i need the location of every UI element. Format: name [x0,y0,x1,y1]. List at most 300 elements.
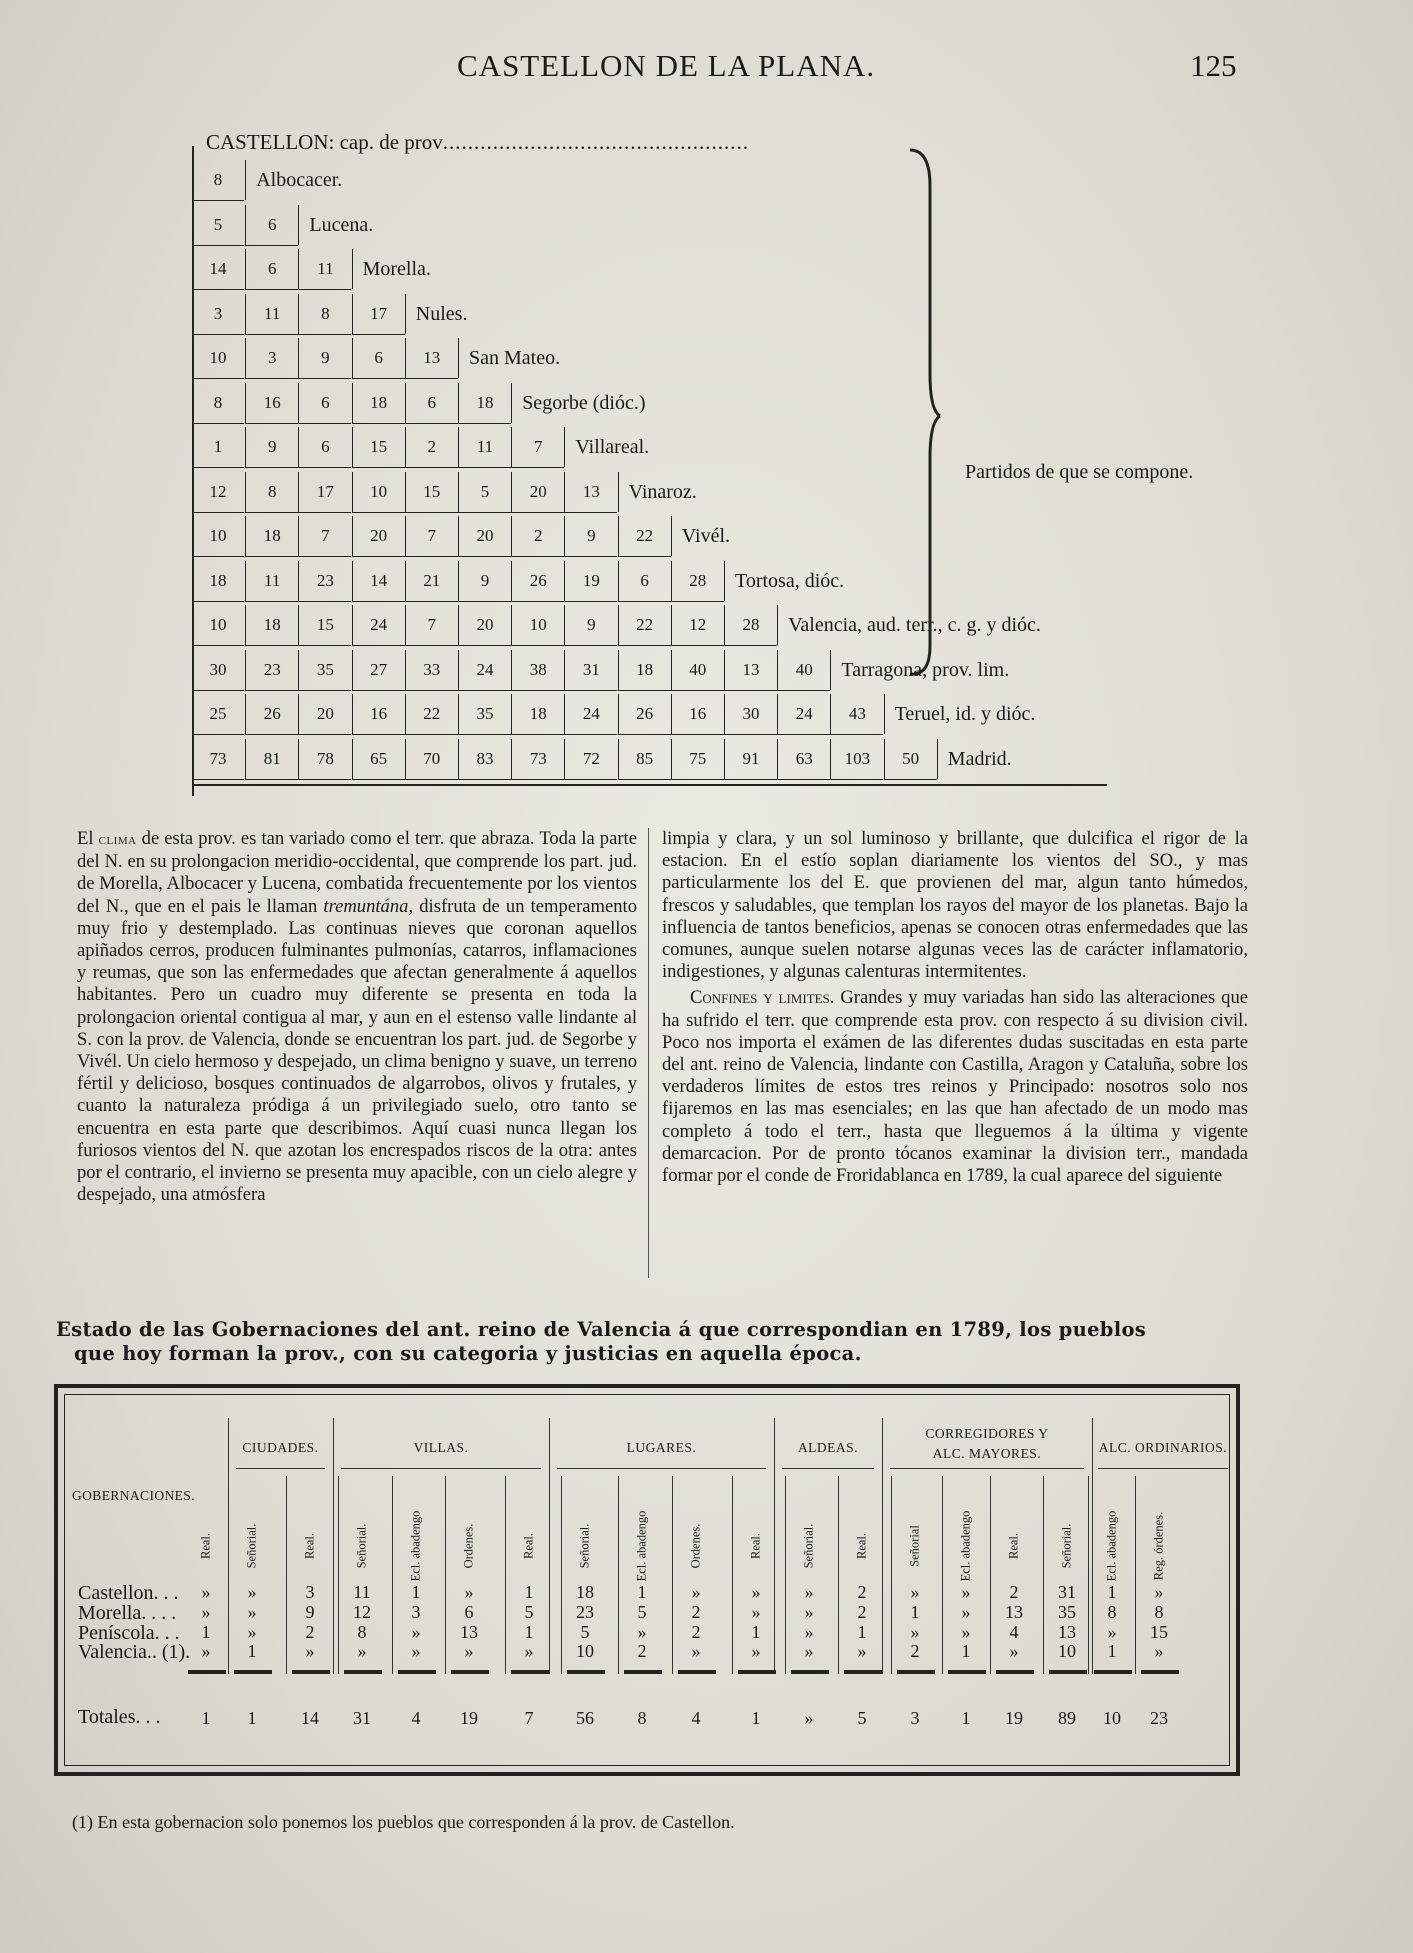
distance-cell: 43 [830,694,883,735]
right-column [662,828,1248,1187]
table-cell: » [637,1622,647,1642]
table-cell: 2 [637,1641,647,1661]
distance-cell: 33 [405,650,458,691]
distance-cell: 16 [245,383,298,424]
table-cell: » [804,1622,814,1642]
distance-cell: 18 [458,383,511,424]
table-cell: » [247,1602,257,1622]
distance-cell: 6 [405,383,458,424]
separator-bar [996,1670,1034,1674]
distance-cell: 7 [405,516,458,557]
separator-bar [292,1670,330,1674]
distance-cell: 24 [777,694,830,735]
column-header-label: Señorial. [1059,1523,1074,1569]
distance-cell: 50 [884,739,937,780]
table-cell: 1 [1107,1641,1117,1661]
table-cell: 2 [1009,1582,1019,1602]
distance-cell: 24 [458,650,511,691]
distance-cell: 14 [352,561,405,602]
distance-cell: 18 [245,516,298,557]
group-rule [341,1468,541,1469]
totals-cell: 10 [1103,1708,1121,1728]
distance-cell: 26 [511,561,564,602]
clima-continued-paragraph: limpia y clara, y un sol luminoso y brillante, que dulcifica el rigor de la estacion. En el estío soplan diariamente los vientos del SO., y mas particularmente los del E. que provienen del mar, algun tanto húmedos, frescos y saludables, que templan los rayos del mayor de los planetas. Bajo la influencia de tantos beneficios, apenas se conocen otras enfermedades que las comunes, aunque suelen notarse algunas veces las de carácter inflamatorio, indigestiones, y algunas calenturas intermitentes. [662,828,1248,983]
place-name: Vinaroz. [618,472,697,512]
table-cell: 1 [524,1582,534,1602]
column-header [1149,1496,1169,1596]
capital-label: CASTELLON: cap. de prov [206,130,443,154]
distance-cell: 30 [724,694,777,735]
distance-cell: 11 [245,561,298,602]
distance-cell: 6 [298,427,351,468]
column-header [196,1496,216,1596]
table-cell: » [357,1641,367,1661]
table-cell: 1 [201,1622,211,1642]
totals-cell: 8 [637,1708,647,1728]
separator-bar [1049,1670,1087,1674]
table-cell: 3 [411,1602,421,1622]
table-cell: 15 [1150,1622,1168,1642]
distance-cell: 83 [458,739,511,780]
totals-cell: 31 [353,1708,371,1728]
distance-cell: 10 [511,605,564,646]
distance-cell: 24 [352,605,405,646]
separator-bar [344,1670,382,1674]
gobernaciones-header: GOBERNACIONES. [72,1488,195,1503]
clima-paragraph [77,828,637,1206]
distance-cell: 12 [671,605,724,646]
distance-cell: 30 [192,650,244,691]
table-cell: » [751,1602,761,1622]
distance-cell: 23 [245,650,298,691]
row-name: Castellon. . . [78,1582,179,1604]
group-header: ALDEAS. [797,1440,859,1455]
table-cell: 1 [637,1582,647,1602]
table-cell: » [411,1622,421,1642]
place-name: Vivél. [671,516,730,556]
distance-cell: 11 [245,294,298,335]
distance-cell: 9 [458,561,511,602]
distance-cell: 8 [298,294,351,335]
distance-cell: 9 [564,605,617,646]
column-divider [648,828,649,1278]
distance-cell: 16 [352,694,405,735]
distance-cell: 17 [352,294,405,335]
separator-bar [844,1670,882,1674]
place-name: Valencia, aud. terr., c. g. y dióc. [777,605,1041,645]
table-cell: » [691,1641,701,1661]
table-cell: » [961,1602,971,1622]
row-name: Valencia.. (1). [78,1641,191,1663]
totals-cell: 4 [691,1708,701,1728]
table-cell: » [751,1582,761,1602]
table-cell: » [751,1641,761,1661]
distance-table-header [206,130,749,155]
column-header-label: Ecl. abadengo [1104,1510,1119,1582]
footnote: (1) En esta gobernacion solo ponemos los pueblos que corresponden á la prov. de Castellon. [72,1812,735,1832]
distance-cell: 7 [405,605,458,646]
column-header-label: Ecl. abadengo [634,1510,649,1582]
column-header-label: Señorial. [801,1523,816,1569]
distance-table-bottom-rule [192,784,1107,786]
table-cell: 1 [961,1641,971,1661]
group-rule [557,1468,766,1469]
column-header [519,1496,539,1596]
distance-cell: 22 [618,516,671,557]
distance-cell: 10 [352,472,405,513]
page-number: 125 [1190,48,1237,83]
table-cell: » [804,1582,814,1602]
column-header [905,1496,925,1596]
distance-cell: 2 [405,427,458,468]
column-header-label: Señorial. [244,1523,259,1569]
place-name: Morella. [352,249,431,289]
column-header [852,1496,872,1596]
column-header-label: Real. [1006,1532,1021,1560]
totals-cell: 3 [910,1708,920,1728]
table-cell: 2 [857,1602,867,1622]
distance-cell: 9 [245,427,298,468]
distance-cell: 18 [618,650,671,691]
tremuntana-term: tremuntána, [323,895,414,917]
table-cell: 23 [576,1602,594,1622]
table-cell: 1 [247,1641,257,1661]
distance-cell: 13 [405,338,458,379]
column-header [1102,1496,1122,1596]
table-cell: » [247,1622,257,1642]
column-header-label: Real. [854,1532,869,1560]
distance-table [192,126,1194,796]
column-header [1004,1496,1024,1596]
distance-cell: 85 [618,739,671,780]
table-cell: 5 [637,1602,647,1622]
table-cell: » [201,1582,211,1602]
table-cell: » [411,1641,421,1661]
totals-cell: 4 [411,1708,421,1728]
clima-rest: disfruta de un temperamento muy frio y destemplado. Las continuas nieves que coronan aquellos apiñados cerros, producen fulminantes pulmonías, catarros, inflamaciones y reumas, que son las enfermedades que afectan generalmente á aquellos habitantes. Pero un cuadro muy diferente se presenta en toda la prolongacion oriental contigua al mar, y aun en el estenso valle lindante al S. con la prov. de Valencia, donde se encuentran los part. jud. de Segorbe y Vivél. Un cielo hermoso y despejado, un clima benigno y suave, un terreno fértil y delicioso, bosques continuados de algarrobos, olivos y frutales, y cuanto la naturaleza pródiga á un privilegiado suelo, otro tanto se encuentra en esta parte que describimos. Aquí cuasi nunca llegan los furiosos vientos del N. que azotan los encrespados riscos de la otra: antes por el contrario, el invierno se presenta muy apacible, con un cielo alegre y despejado, una atmósfera [77,895,637,1206]
distance-cell: 7 [511,427,564,468]
column-header-label: Señorial. [577,1523,592,1569]
distance-cell: 73 [511,739,564,780]
distance-cell: 38 [511,650,564,691]
table-cell: » [857,1641,867,1661]
distance-cell: 8 [245,472,298,513]
place-name: Albocacer. [245,160,342,200]
separator-bar [398,1670,436,1674]
table-cell: » [201,1641,211,1661]
distance-cell: 17 [298,472,351,513]
group-rule [782,1468,874,1469]
table-cell: 2 [691,1622,701,1642]
separator-bar [791,1670,829,1674]
column-header [575,1496,595,1596]
distance-cell: 20 [458,605,511,646]
table-cell: 5 [580,1622,590,1642]
table-cell: 2 [305,1622,315,1642]
clima-intro: El [77,828,99,849]
distance-cell: 31 [564,650,617,691]
table-cell: 6 [464,1602,474,1622]
totals-cell: 14 [301,1708,319,1728]
distance-cell: 40 [777,650,830,691]
table-cell: 18 [576,1582,594,1602]
confines-body: Grandes y muy variadas han sido las alteraciones que ha sufrido el terr. que comprende esta prov. con respecto á su division civil. Poco nos importa el exámen de las diferentes dudas suscitadas en esta parte del ant. reino de Valencia, lindante con Castilla, Aragon y Cataluña, sobre los verdaderos límites de estos tres reinos y Principado: nosotros solo nos fijaremos en las mas esenciales; en las que han afectado de un modo mas completo á todo el terr., hasta que lleguemos á la última y vigente demarcacion. Por de pronto tócanos examinar la division terr., mandada formar por el conde de Froridablanca en 1789, la cual aparece del siguiente [662,987,1249,1187]
distance-cell: 18 [192,561,244,602]
distance-cell: 10 [192,338,244,379]
distance-cell: 5 [458,472,511,513]
table-cell: 1 [910,1602,920,1622]
distance-cell: 21 [405,561,458,602]
totals-cell: 1 [201,1708,211,1728]
distance-cell: 20 [352,516,405,557]
distance-cell: 15 [298,605,351,646]
distance-cell: 2 [511,516,564,557]
distance-cell: 20 [458,516,511,557]
distance-cell: 18 [245,605,298,646]
distance-cell: 6 [245,249,298,290]
table-cell: » [804,1602,814,1622]
distance-cell: 20 [511,472,564,513]
table-cell: 35 [1058,1602,1076,1622]
table-cell: » [464,1641,474,1661]
distance-cell: 75 [671,739,724,780]
totals-cell: 56 [576,1708,594,1728]
distance-cell: 73 [192,739,244,780]
table-cell: 2 [691,1602,701,1622]
distance-cell: 35 [458,694,511,735]
table-cell: 1 [857,1622,867,1642]
table-cell: 10 [576,1641,594,1661]
distance-cell: 12 [192,472,244,513]
separator-bar [188,1670,226,1674]
column-header-label: Ordenes. [461,1523,476,1569]
distance-cell: 9 [564,516,617,557]
column-header [956,1496,976,1596]
distance-cell: 11 [298,249,351,290]
table-cell: » [1154,1582,1164,1602]
totals-label: Totales. . . [78,1706,161,1728]
distance-cell: 13 [724,650,777,691]
totals-cell: 1 [751,1708,761,1728]
separator-bar [511,1670,549,1674]
table-cell: 5 [524,1602,534,1622]
distance-cell: 18 [352,383,405,424]
column-header-label: Real. [198,1532,213,1560]
distance-cell: 14 [192,249,244,290]
place-name: Teruel, id. y dióc. [884,694,1036,734]
brace-label: Partidos de que se compone. [965,461,1194,483]
table-cell: 8 [357,1622,367,1642]
row-name: Morella. . . . [78,1602,177,1624]
column-header [1057,1496,1077,1596]
column-header [459,1496,479,1596]
estado-caption [56,1318,1240,1366]
column-header-label: Ecl. abadengo [408,1510,423,1582]
table-cell: » [910,1582,920,1602]
place-name: San Mateo. [458,338,560,378]
group-rule [236,1468,325,1469]
distance-cell: 9 [298,338,351,379]
group-rule [1098,1468,1228,1469]
distance-cell: 3 [245,338,298,379]
group-header-corregidores: CORREGIDORES Y [925,1426,1049,1441]
totals-cell: » [804,1708,814,1728]
distance-cell: 78 [298,739,351,780]
table-cell: 13 [1005,1602,1023,1622]
distance-cell: 27 [352,650,405,691]
estado-caption-line-2: que hoy forman la prov., con su categoria y justicias en aquella época. [74,1342,862,1365]
group-header: LUGARES. [626,1440,697,1455]
place-name: Madrid. [937,739,1012,779]
separator-bar [451,1670,489,1674]
distance-cell: 10 [192,516,244,557]
distance-cell: 18 [511,694,564,735]
column-header [406,1496,426,1596]
distance-cell: 10 [192,605,244,646]
distance-cell: 19 [564,561,617,602]
place-name: Segorbe (dióc.) [511,383,645,423]
distance-cell: 16 [671,694,724,735]
distance-cell: 13 [564,472,617,513]
table-cell: 9 [305,1602,315,1622]
group-header: VILLAS. [413,1440,469,1455]
table-cell: » [1154,1641,1164,1661]
distance-cell: 91 [724,739,777,780]
totals-cell: 89 [1058,1708,1076,1728]
estado-table [54,1384,1240,1776]
group-header-alc-ordinarios: ALC. ORDINARIOS. [1098,1440,1228,1455]
distance-cell: 8 [192,383,244,424]
table-cell: 31 [1058,1582,1076,1602]
table-cell: » [201,1602,211,1622]
distance-cell: 23 [298,561,351,602]
table-cell: 1 [751,1622,761,1642]
distance-cell: 22 [405,694,458,735]
table-cell: 4 [1009,1622,1019,1642]
column-header-label: Real. [521,1532,536,1560]
table-cell: » [247,1582,257,1602]
distance-cell: 63 [777,739,830,780]
separator-bar [1094,1670,1132,1674]
distance-cell: 6 [352,338,405,379]
totals-cell: 7 [524,1708,534,1728]
table-cell: 2 [857,1582,867,1602]
table-cell: 13 [460,1622,478,1642]
separator-bar [234,1670,272,1674]
table-cell: 10 [1058,1641,1076,1661]
table-cell: 11 [353,1582,371,1602]
distance-cell: 26 [245,694,298,735]
place-name: Tarragona, prov. lim. [830,650,1009,690]
distance-cell: 40 [671,650,724,691]
separator-bar [948,1670,986,1674]
distance-cell: 6 [618,561,671,602]
separator-bar [897,1670,935,1674]
table-cell: » [691,1582,701,1602]
column-header-label: Señorial [907,1525,922,1567]
group-divider [333,1418,334,1674]
column-header-label: Ordenes. [688,1523,703,1569]
place-name: Nules. [405,294,468,334]
distance-cell: 103 [830,739,883,780]
separator-bar [678,1670,716,1674]
distance-cell: 72 [564,739,617,780]
distance-cell: 70 [405,739,458,780]
distance-cell: 28 [671,561,724,602]
totals-cell: 19 [1005,1708,1023,1728]
table-cell: » [1009,1641,1019,1661]
totals-cell: 5 [857,1708,867,1728]
totals-cell: 1 [247,1708,257,1728]
table-cell: 3 [305,1582,315,1602]
group-rule [890,1468,1084,1469]
distance-cell: 11 [458,427,511,468]
table-cell: 13 [1058,1622,1076,1642]
distance-cell: 5 [192,205,244,246]
place-name: Villareal. [564,427,649,467]
page-title: CASTELLON DE LA PLANA. [457,48,876,83]
distance-cell: 7 [298,516,351,557]
table-cell: » [961,1582,971,1602]
clima-heading: clima [98,831,137,848]
table-cell: 1 [524,1622,534,1642]
table-cell: » [464,1582,474,1602]
totals-cell: 19 [460,1708,478,1728]
estado-caption-line-1: Estado de las Gobernaciones del ant. reino de Valencia á que correspondian en 1789, los pueblos [56,1318,1147,1341]
running-head [0,48,1413,88]
distance-cell: 15 [405,472,458,513]
distance-cell: 25 [192,694,244,735]
confines-heading: Confines y limites. [690,987,835,1009]
column-header-label: Ecl. abadengo [958,1510,973,1582]
column-header [300,1496,320,1596]
column-header [799,1496,819,1596]
table-cell: 8 [1107,1602,1117,1622]
table-cell: » [804,1641,814,1661]
distance-cell: 35 [298,650,351,691]
table-cell: 8 [1154,1602,1164,1622]
totals-cell: 1 [961,1708,971,1728]
table-cell: 12 [353,1602,371,1622]
column-header [632,1496,652,1596]
row-name: Peníscola. . . [78,1622,180,1644]
distance-cell: 81 [245,739,298,780]
distance-cell: 3 [192,294,244,335]
place-name: Lucena. [298,205,373,245]
leader-dots: ................................................. [442,130,750,154]
table-cell: 1 [411,1582,421,1602]
place-name: Tortosa, dióc. [724,561,844,601]
distance-cell: 6 [245,205,298,246]
distance-cell: 26 [618,694,671,735]
table-cell: » [1107,1622,1117,1642]
totals-cell: 23 [1150,1708,1168,1728]
distance-cell: 6 [298,383,351,424]
column-header-label: Real. [302,1532,317,1560]
column-header [352,1496,372,1596]
distance-cell: 65 [352,739,405,780]
separator-bar [567,1670,605,1674]
clima-body: de esta prov. es tan variado como el terr. que abraza. Toda la parte del N. en su prolongacion meridio-occidental, que comprende los part. jud. de Morella, Albocacer y Lucena, combatida frecuentemente por los vientos del N., que en el pais le llaman [77,828,637,917]
table-cell: » [910,1622,920,1642]
column-header-label: Señorial. [354,1523,369,1569]
distance-cell: 1 [192,427,244,468]
column-header-label: Real. [748,1532,763,1560]
distance-cell: 15 [352,427,405,468]
separator-bar [624,1670,662,1674]
distance-cell: 20 [298,694,351,735]
table-cell: » [961,1622,971,1642]
